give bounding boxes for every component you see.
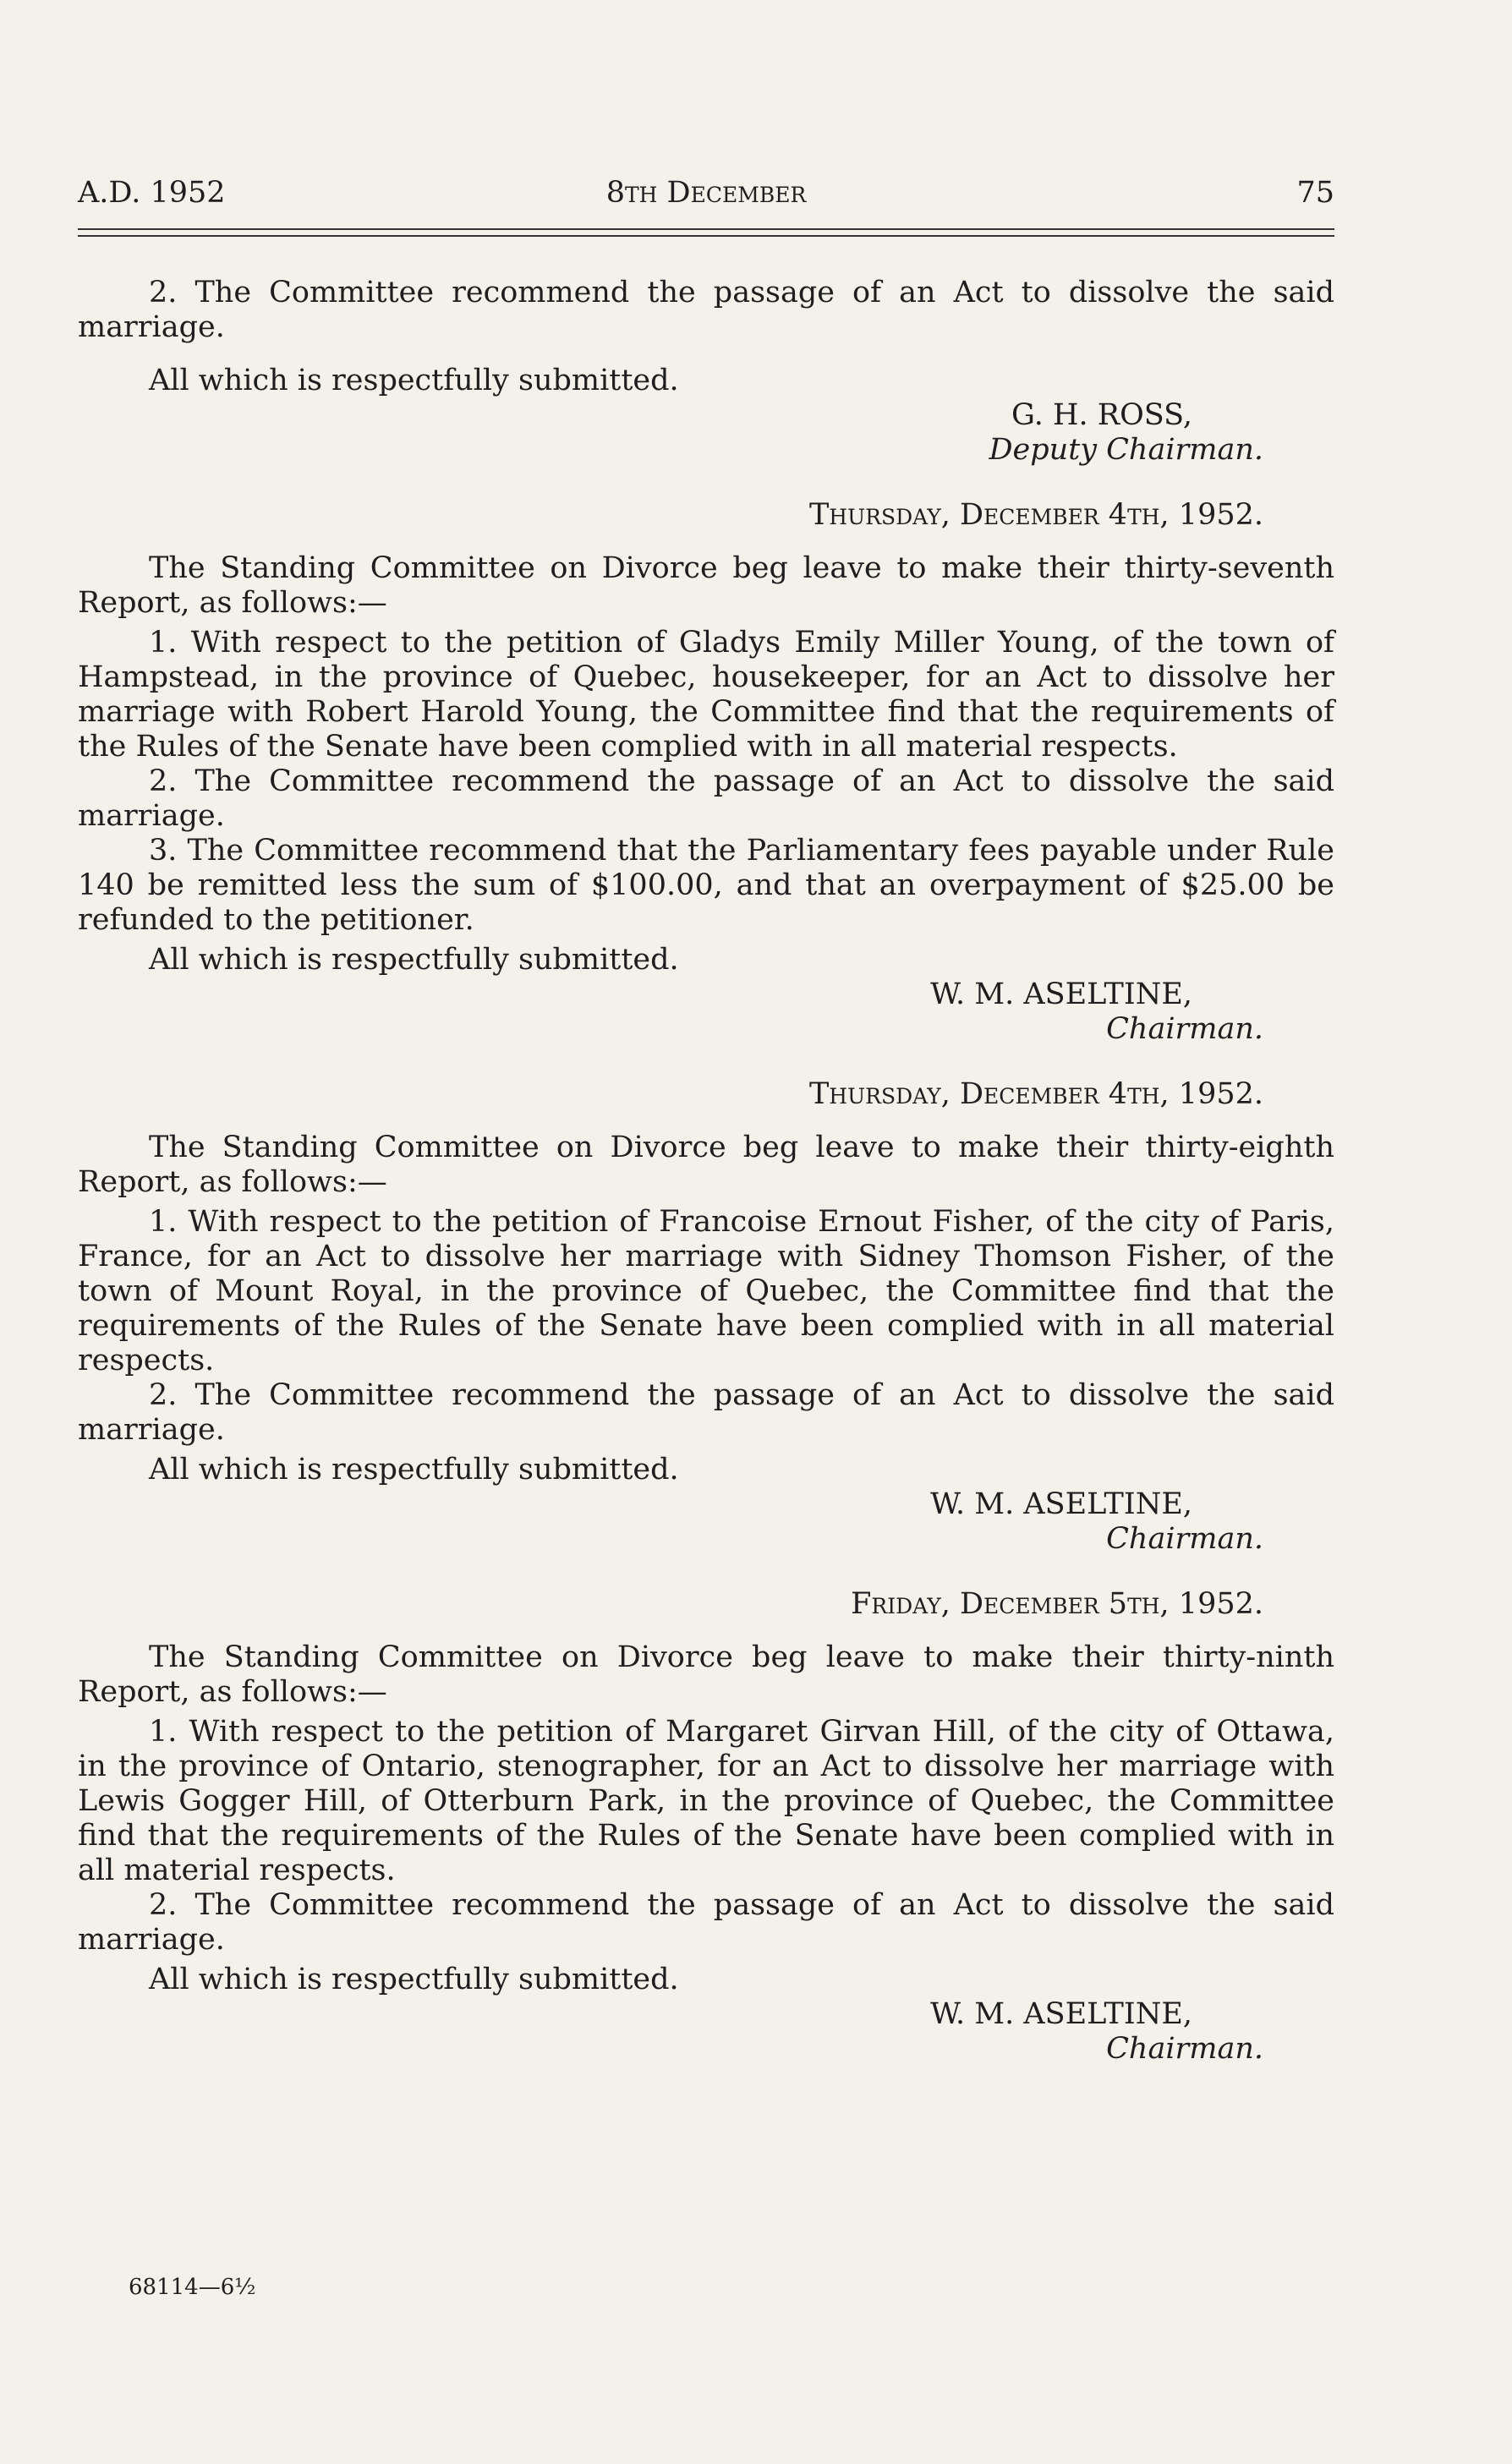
signatory-title: Chairman.: [1106, 1522, 1263, 1556]
report-item: 2. The Committee recommend the passage of an Act to dissolve the said marriage.: [78, 1888, 1334, 1957]
signatory-title: Deputy Chairman.: [989, 433, 1263, 467]
header-double-rule: [78, 228, 1334, 237]
signature: [78, 398, 1334, 468]
signatory-name: G. H. ROSS,: [1011, 398, 1192, 432]
signature: [78, 1487, 1334, 1557]
report-item: 2. The Committee recommend the passage of an Act to dissolve the said marriage.: [78, 764, 1334, 833]
signature: [78, 1997, 1334, 2067]
signatory-name: W. M. ASELTINE,: [930, 1487, 1192, 1521]
report-date: Friday, December 5th, 1952.: [851, 1587, 1263, 1621]
submitted-line: All which is respectfully submitted.: [149, 364, 679, 397]
submitted-line: All which is respectfully submitted.: [149, 943, 679, 977]
report-item: 2. The Committee recommend the passage of an Act to dissolve the said marriage.: [78, 276, 1334, 344]
signatory-title: Chairman.: [1106, 2032, 1263, 2066]
running-header: [78, 174, 1334, 211]
signatory-title: Chairman.: [1106, 1012, 1263, 1046]
report-date: Thursday, December 4th, 1952.: [808, 498, 1263, 532]
page-number: 75: [1296, 176, 1334, 210]
report-item: 1. With respect to the petition of Gladys Emily Miller Young, of the town of Hampstead, in the province of Quebec, housekeeper, for an Act to dissolve her marriage with Robert Harold Young, the Committee find that the requirements of the Rules of the Senate have been complied with in all material respects.: [78, 626, 1334, 764]
submitted-line: All which is respectfully submitted.: [149, 1453, 679, 1487]
report-intro: The Standing Committee on Divorce beg leave to make their thirty-ninth Report, as follows:—: [78, 1640, 1334, 1709]
report-intro: The Standing Committee on Divorce beg leave to make their thirty-seventh Report, as follows:—: [78, 551, 1334, 620]
report-item: 1. With respect to the petition of Francoise Ernout Fisher, of the city of Paris, France, for an Act to dissolve her marriage with Sidney Thomson Fisher, of the town of Mount Royal, in the province of Quebec, the Committee find that the requirements of the Rules of the Senate have been complied with in all material respects.: [78, 1205, 1334, 1377]
print-signature-mark: 68114—6½: [129, 2275, 256, 2300]
header-date: 8th December: [605, 176, 807, 210]
submitted-line: All which is respectfully submitted.: [149, 1963, 679, 1996]
signatory-name: W. M. ASELTINE,: [930, 1997, 1192, 2031]
report-item: 1. With respect to the petition of Margaret Girvan Hill, of the city of Ottawa, in the province of Ontario, stenographer, for an Act to dissolve her marriage with Lewis Gogger Hill, of Otterburn Park, in the province of Quebec, the Committee find that the requirements of the Rules of the Senate have been complied with in all material respects.: [78, 1715, 1334, 1887]
report-item: 3. The Committee recommend that the Parliamentary fees payable under Rule 140 be remitted less the sum of $100.00, and that an overpayment of $25.00 be refunded to the petitioner.: [78, 834, 1334, 937]
header-year: A.D. 1952: [78, 176, 226, 210]
report-date: Thursday, December 4th, 1952.: [808, 1077, 1263, 1111]
signatory-name: W. M. ASELTINE,: [930, 977, 1192, 1011]
report-item: 2. The Committee recommend the passage of an Act to dissolve the said marriage.: [78, 1378, 1334, 1447]
signature: [78, 977, 1334, 1047]
report-intro: The Standing Committee on Divorce beg leave to make their thirty-eighth Report, as follows:—: [78, 1131, 1334, 1199]
page-body: [78, 276, 1334, 2067]
